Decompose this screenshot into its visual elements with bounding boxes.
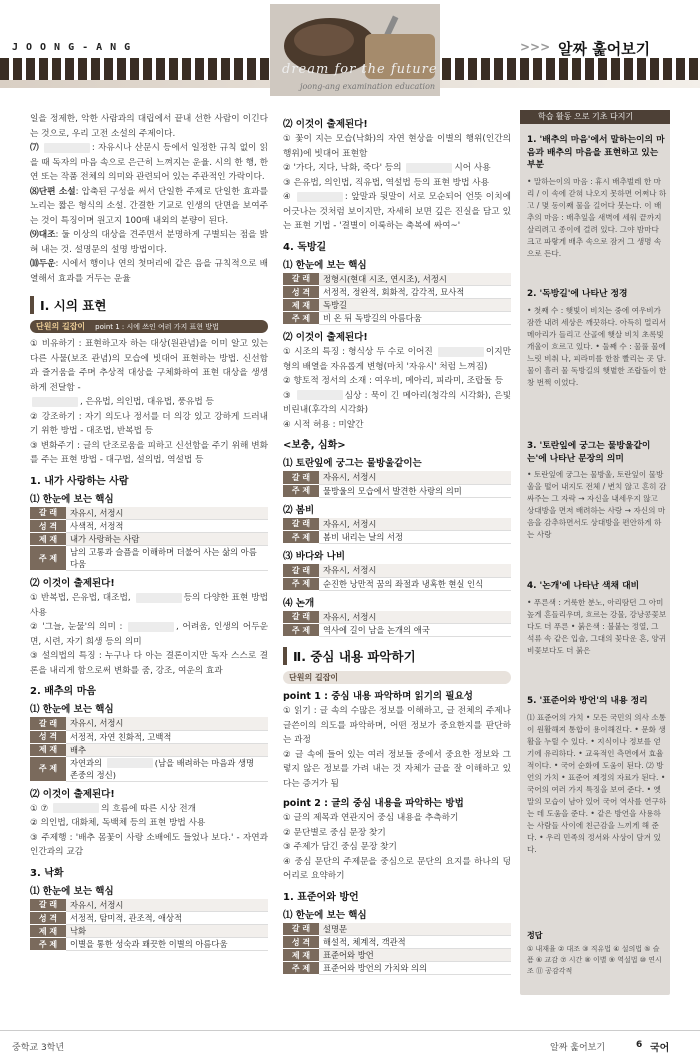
deep-title: <보충, 심화> (283, 440, 346, 451)
exam-item: ① 반복법, 은유법, 대조법, 등의 다양한 표현 방법 사용 (30, 593, 268, 618)
core-heading: ⑴ 한눈에 보는 핵심 (30, 885, 114, 897)
sidebar-heading: 학습 활동 으로 기초 다지기 (520, 110, 670, 124)
blank (136, 593, 182, 603)
sidebar-q1: 1. '배추의 마음'에서 말하는이의 마음과 배추의 마음을 표현하고 있는 부분 • 말하는이의 마음 : 휴시 배추벌레 한 마리 / 이 속에 갇혀 나오지 못하면 어쩌나 하고 / 몇 동이째 물을 길어다 붓는다. 이 배추의 마음 : 배추잎을 새벽에 세워 끝까지 살리려고 종이에 걸려 있다. 그야 밤마다 크고 파랗게 배추 속으로 잠겨 그 생명 속으로 든다. (527, 135, 667, 258)
exam-heading: ⑵ 이것이 출제된다! (30, 788, 115, 800)
blank (406, 163, 452, 173)
exam-item: ① 시조의 특징 : 형식상 두 수로 이어진 이지만 형의 배열을 자유롭게 변형(마치 '자유시' 처럼 느껴짐) (283, 347, 511, 372)
point-item: ② 글 속에 들어 있는 여러 정보들 중에서 중요한 정보와 그렇지 않은 정보를 가려 내는 것 자체가 글을 잘 이해하고 있다는 증거가 됨 (283, 749, 511, 789)
blank (297, 390, 343, 400)
sidebar-q5: 5. '표준어와 방언'의 내용 정리 ⑴ 표준어의 가치 • 모든 국민의 의사 소통이 원활해져 통합이 용이해진다. • 문화 생활을 누릴 수 있다. • 지식이나 정보를 얻기에 유리하다. • 교육적인 측면에서 효율적이다. • 국어 순화에 도움이 된다. ⑵ 방언의 가치 • 표준어 제정의 자료가 된다. • 국어의 여러 가지 특징을 보여 준다. • 옛말의 모습이 남아 있어 국어 역사를 연구하는 데 도움을 준다. • 같은 방언을 사용하는 사람들 사이에 친근감을 느끼게 해 준다. • 우리 민족의 정서와 사상이 담겨 있다. (527, 696, 667, 854)
exam-item: ① ⑦ 의 흐름에 따른 시상 전개 (30, 803, 197, 814)
exam-item: ③ 주제행 : '배추 몸꽃이 사랑 소배에도 들었나 보다.' - 자연과 인간과의 교감 (30, 832, 268, 857)
intro-text: 일을 정제한, 악한 사람과의 대립에서 끝내 선한 사람이 이긴다는 것으로, 우리 고전 소설의 주제이다. (30, 114, 268, 139)
item-10: ⑽두운: 시에서 행이나 연의 첫머리에 같은 음을 규칙적으로 배열해서 효과를 거두는 운율 (30, 259, 268, 284)
answer-key-text: ① 내재율 ② 대조 ③ 직유법 ④ 설의법 ⑤ 슬픔 ⑥ 교감 ⑦ 시간 ⑧ 이별 ⑨ 역설법 ⑩ 연시조 ⑪ 공감각적 (527, 945, 662, 975)
exam-item: ③ 심상 : 묵이 긴 메아리(청각의 시각화), 은빛 비린내(후각의 시각화) (283, 390, 511, 415)
guide-bar: 단원의 길잡이 point 1 : 시에 쓰인 여러 가지 표현 방법 (30, 320, 268, 333)
point-item: ④ 중심 문단의 주제문을 중심으로 문단의 요지를 하나의 덩어리로 요약하기 (283, 856, 511, 881)
exam-item: ① 꽃이 지는 모습(낙화)의 자연 현상을 이별의 행위(인간의 행위)에 빗대어 표현함 (283, 134, 511, 159)
exam-item: ④ : 앞말과 뒷말이 서로 모순되어 언뜻 이치에 어긋나는 것처럼 보이지만, 자세히 보면 깊은 진실을 담고 있는 표현 기법 - '결별이 이룩하는 축복에 싸여~' (283, 192, 511, 231)
exam-item: ② 향토적 정서의 소재 : 여우비, 메아리, 피라미, 조랍돌 등 (283, 376, 504, 386)
point-item: ③ 변화주기 : 글의 단조로움을 피하고 신선함을 주기 위해 변화를 주는 표현 방법 - 대구법, 설의법, 역설법 등 (30, 440, 268, 465)
blank (44, 143, 90, 153)
core-table: 갈 래 자유시, 서정시 성 격 사색적, 서정적 제 재 내가 사랑하는 사람 주 제 남의 고통과 슬픔을 이해하며 더불어 사는 삶의 아름다움 (30, 507, 268, 572)
answer-key (527, 930, 665, 977)
exam-item: ② '가다, 지다, 낙화, 죽다' 등의 시어 사용 (283, 163, 491, 173)
core-heading: ⑴ 한눈에 보는 핵심 (30, 493, 114, 505)
page-title: 알짜 훑어보기 (558, 40, 651, 58)
exam-item: ④ 시적 허용 : 미얄간 (283, 419, 364, 430)
guide-bar: 단원의 길잡이 (283, 671, 511, 684)
exam-item: ② '그늘, 눈물'의 의미 : , 어려움, 인생의 어두운 면, 시련, 자기 희생 등의 의미 (30, 622, 268, 647)
page-header (0, 0, 700, 100)
subsection-title: 1. 내가 사랑하는 사람 (30, 475, 129, 487)
tagline: dream for the future (282, 62, 438, 77)
core-heading: ⑴ 한눈에 보는 핵심 (283, 909, 367, 921)
core-table: 갈 래 자유시, 서정시 주 제 봄비 내리는 날의 서정 (283, 518, 511, 545)
column-left (30, 112, 268, 955)
exam-heading: ⑵ 이것이 출제된다! (283, 332, 368, 343)
exam-item: ③ 설의법의 특징 : 누구나 다 아는 결론이지만 독자 스스로 결론을 내리게 함으로써 변화를 줌, 강조, 여운의 효과 (30, 651, 268, 676)
section-title: Ⅱ. 중심 내용 파악하기 (283, 647, 511, 665)
core-table: 갈 래 자유시, 서정시 주 제 물방울의 모습에서 발견한 사랑의 의미 (283, 471, 511, 498)
point-item: ① 글의 제목과 연관지어 중심 내용을 추측하기 (283, 813, 459, 823)
core-heading: ⑴ 한눈에 보는 핵심 (30, 704, 114, 715)
subsection-title: 2. 배추의 마음 (30, 686, 97, 697)
blank (53, 803, 99, 813)
core-heading: ⑴ 한눈에 보는 핵심 (283, 259, 367, 271)
core-table: 갈 래 자유시, 서정시 주 제 순진한 낭만적 꿈의 좌절과 냉혹한 현실 인식 (283, 564, 511, 591)
point-heading: point 2 : 글의 중심 내용을 파악하는 방법 (283, 798, 464, 809)
brand-logo: JOONG-ANG (12, 42, 139, 53)
core-table: 갈 래 자유시, 서정시 주 제 역사에 길이 남을 논개의 애국 (283, 611, 511, 638)
exam-item: ③ 은유법, 의인법, 직유법, 역설법 등의 표현 방법 사용 (283, 177, 490, 188)
blank (32, 397, 78, 407)
answer-key-label: 정답 (527, 931, 543, 940)
item-8: ⑻단편 소설: 압축된 구성을 써서 단일한 주제로 단일한 효과를 노리는 짧은 형식의 소설. 간결한 기교로 인생의 단면을 보여주는 것이 특징이며 원고지 100매 내외의 분량이 된다. (30, 186, 268, 226)
subsection-title: 4. 독방길 (283, 241, 327, 253)
deep-item-title: ⑴ 토란잎에 궁그는 물방울같이는 (283, 458, 422, 469)
sidebar-q3: 3. '토란잎에 궁그는 물방울같이는'에 나타난 문장의 의미 • 토란잎에 궁그는 물방울, 토란잎이 물방울을 떨어 내지도 전체 / 변치 않고 흔히 감싸주는 그 자락 → 자신을 내세우지 않고 상대방을 면저 배려하는 사랑 → 자신의 마음을 감추하면서도 상대방을 편안하게 하는 사랑 (527, 441, 667, 539)
footer-grade: 중학교 3학년 (12, 1043, 65, 1053)
blank (128, 622, 174, 632)
item-7: ⑺ : 자유시나 산문시 등에서 일정한 규칙 없이 읽을 때 독자의 마음 속으로 은근히 느껴지는 운율. 시의 한 행, 한 연 또는 작품 전체의 의미와 관련되어 있는 주관적인 가락이다. (30, 143, 268, 182)
header-title-box (514, 38, 692, 58)
point-item: ① 비유하기 : 표현하고자 하는 대상(원관념)을 이미 알고 있는 다른 사물(보조 관념)의 모습에 빗대어 표현하는 방법. 신선함과 즐거움을 주며 추상적 대상을 구체화하여 표현 대상을 생생하게 전달함 - , 은유법, 의인법, 대유법, 풍유법 등 (30, 339, 268, 407)
deep-item-title: ⑷ 논개 (283, 597, 315, 609)
core-table: 갈 래 정형시(현대 시조, 연시조), 서정시 성 격 서정적, 정완적, 회화적, 감각적, 묘사적 제 재 독방길 주 제 비 온 뒤 독방길의 아름다움 (283, 273, 511, 326)
footer-subject: 국어 (650, 1043, 670, 1054)
blank (297, 192, 343, 202)
sidebar (520, 110, 670, 995)
core-table: 갈 래 자유시, 서정시 성 격 서정적, 탐미적, 관조적, 애상적 제 재 낙화 주 제 이별을 통한 성숙과 꽤끗한 이별의 아름다움 (30, 899, 268, 952)
tagline-sub: joong-ang examination education (300, 82, 436, 91)
exam-item: ② 의인법, 대화체, 독백체 등의 표현 방법 사용 (30, 818, 206, 828)
deep-item-title: ⑵ 봄비 (283, 504, 315, 516)
sidebar-q4: 4. '논개'에 나타난 색채 대비 • 푸른색 : 거룩한 분노, 아리땀던 그 아미 높게 흔들리우며, 흐르는 강물, 강낭콩꽃보다도 더 푸른 • 붉은색 : 불붙는 정열, 그 석류 속 같은 입술, 그대의 꽃다운 혼, 양귀비꽃보다도 더 붉은 (527, 581, 667, 655)
footer-title: 알짜 훑어보기 (550, 1043, 606, 1053)
point-item: ② 강조하기 : 자기 의도나 정서를 더 의강 있고 강하게 드러내기 위한 방법 - 대조법, 반복법 등 (30, 411, 268, 436)
blank (438, 347, 484, 357)
column-middle (283, 112, 511, 979)
sidebar-q2: 2. '독방길'에 나타난 정경 • 첫째 수 : 햇빛이 비치는 중에 여우비가 잠깐 내려 세상은 깨끗하다. 아득히 멀리서 메아리가 들리고 산골에 햇살 비치 초록빛 개울이 흐르고 있다. • 둘째 수 : 물풀 물에 느릿 비춰 나, 피라미를 한참 빨리는 곳 담. 물이 흘러 물 독방길의 햇볕한 조랍돌이 한창 번쩍 이었다. (527, 289, 667, 387)
page-footer (0, 1030, 700, 1060)
subsection-title: 1. 표준어와 방언 (283, 891, 359, 903)
point-item: ③ 주제가 담긴 중심 문장 찾기 (283, 842, 397, 852)
item-9: ⑼대조: 둘 이상의 대상을 견주면서 분명하게 구별되는 점을 밝혀 내는 것. 설명문의 설명 방법이다. (30, 230, 268, 255)
arrows-icon: >>> (520, 40, 551, 54)
exam-heading: ⑵ 이것이 출제된다! (283, 119, 368, 130)
point-heading: point 1 : 중심 내용 파악하며 읽기의 필요성 (283, 691, 473, 702)
subsection-title: 3. 낙화 (30, 867, 64, 879)
point-item: ② 문단별로 중심 문장 찾기 (283, 827, 386, 838)
core-table: 갈 래 설명문 성 격 해설적, 체계적, 객관적 제 재 표준어와 방언 주 제 표준어와 방언의 가치와 의의 (283, 923, 511, 976)
blank (107, 758, 153, 768)
page-number: 6 (636, 1040, 643, 1050)
core-table: 갈 래 자유시, 서정시 성 격 서정적, 자연 친화적, 고백적 제 재 배추 주 제 자연과의 (남을 배려하는 마음과 생명 존중의 정신) (30, 717, 268, 782)
deep-item-title: ⑶ 바다와 나비 (283, 551, 345, 562)
section-title: Ⅰ. 시의 표현 (30, 296, 268, 314)
point-item: ① 읽기 : 글 속의 수많은 정보를 이해하고, 글 전체의 주제나 글쓴이의 의도를 파악하며, 어떤 정보가 중요한지를 판단하는 과정 (283, 706, 511, 745)
exam-heading: ⑵ 이것이 출제된다! (30, 578, 115, 589)
